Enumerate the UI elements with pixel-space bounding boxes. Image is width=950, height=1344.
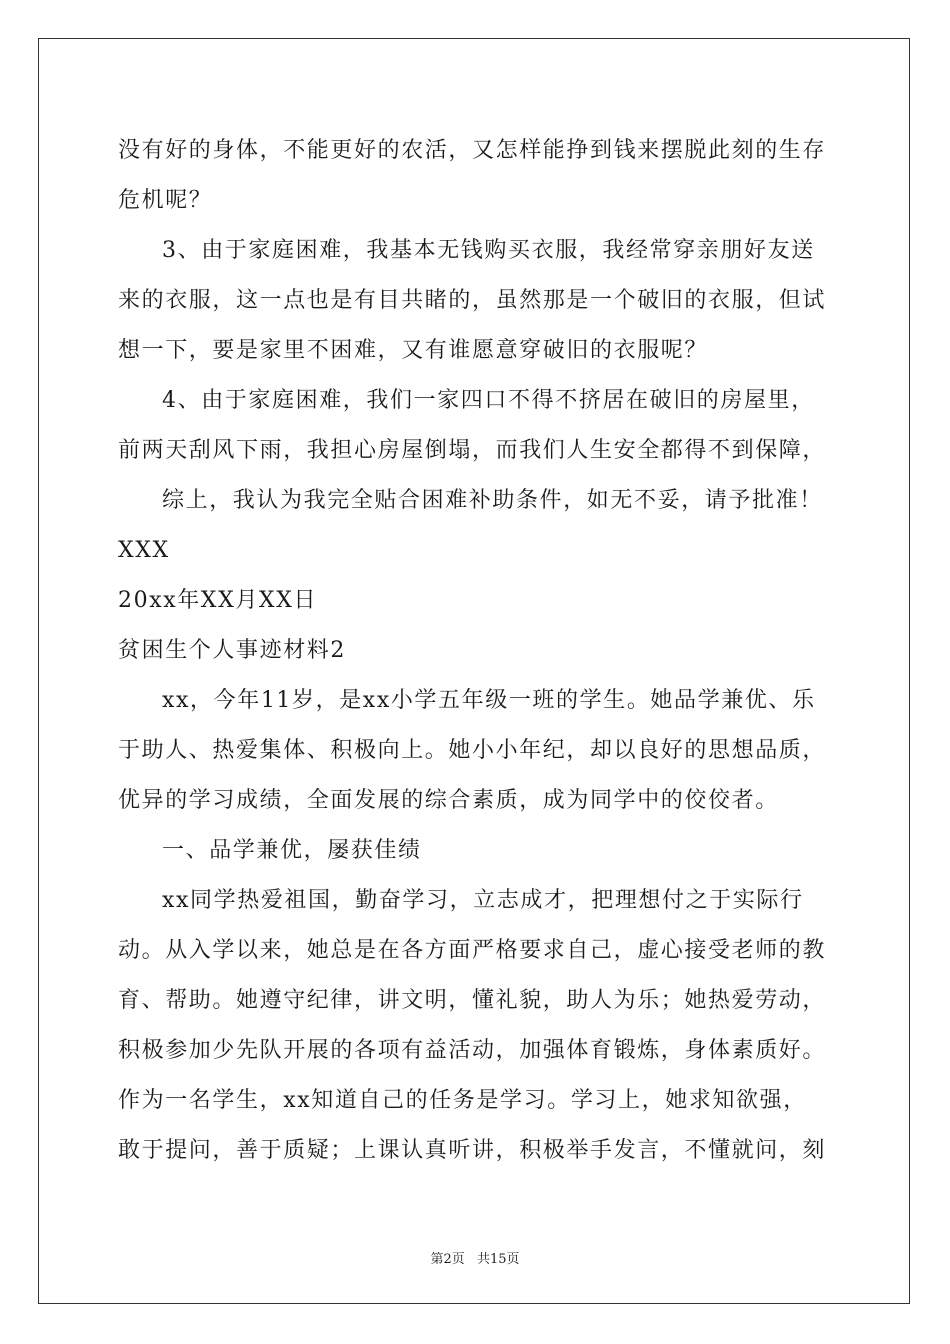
page-total: 共15页 — [476, 1252, 520, 1267]
paragraph-line: 优异的学习成绩，全面发展的综合素质，成为同学中的佼佼者。 — [118, 788, 779, 813]
signature-name: XXX — [118, 538, 170, 563]
subsection-heading: 一、品学兼优，屡获佳绩 — [162, 838, 422, 863]
paragraph-line: 敢于提问，善于质疑；上课认真听讲，积极举手发言，不懂就问，刻 — [118, 1138, 827, 1163]
paragraph-line: 综上，我认为我完全贴合困难补助条件，如无不妥，请予批准！ — [162, 488, 823, 513]
section-title: 贫困生个人事迹材料2 — [118, 638, 346, 663]
document-body — [118, 126, 838, 1176]
page-number: 第2页 — [430, 1252, 465, 1267]
paragraph-line: 4、由于家庭困难，我们一家四口不得不挤居在破旧的房屋里， — [162, 388, 815, 413]
paragraph-line: 积极参加少先队开展的各项有益活动，加强体育锻炼，身体素质好。 — [118, 1038, 827, 1063]
paragraph-line: xx同学热爱祖国，勤奋学习，立志成才，把理想付之于实际行 — [162, 888, 804, 913]
paragraph-line: 3、由于家庭困难，我基本无钱购买衣服，我经常穿亲朋好友送 — [162, 238, 815, 263]
paragraph-line: xx，今年11岁，是xx小学五年级一班的学生。她品学兼优、乐 — [162, 688, 816, 713]
paragraph-line: 来的衣服，这一点也是有目共睹的，虽然那是一个破旧的衣服，但试 — [118, 288, 827, 313]
paragraph-line: 前两天刮风下雨，我担心房屋倒塌，而我们人生安全都得不到保障， — [118, 438, 827, 463]
paragraph-line: 想一下，要是家里不困难，又有谁愿意穿破旧的衣服呢？ — [118, 338, 709, 363]
page-footer — [0, 1248, 950, 1267]
paragraph-line: 危机呢？ — [118, 188, 213, 213]
paragraph-line: 没有好的身体，不能更好的农活，又怎样能挣到钱来摆脱此刻的生存 — [118, 138, 827, 163]
paragraph-line: 育、帮助。她遵守纪律，讲文明，懂礼貌，助人为乐；她热爱劳动， — [118, 988, 827, 1013]
signature-date: 20xx年XX月XX日 — [118, 588, 318, 613]
paragraph-line: 作为一名学生，xx知道自己的任务是学习。学习上，她求知欲强， — [118, 1088, 807, 1113]
paragraph-line: 于助人、热爱集体、积极向上。她小小年纪，却以良好的思想品质， — [118, 738, 827, 763]
paragraph-line: 动。从入学以来，她总是在各方面严格要求自己，虚心接受老师的教 — [118, 938, 827, 963]
